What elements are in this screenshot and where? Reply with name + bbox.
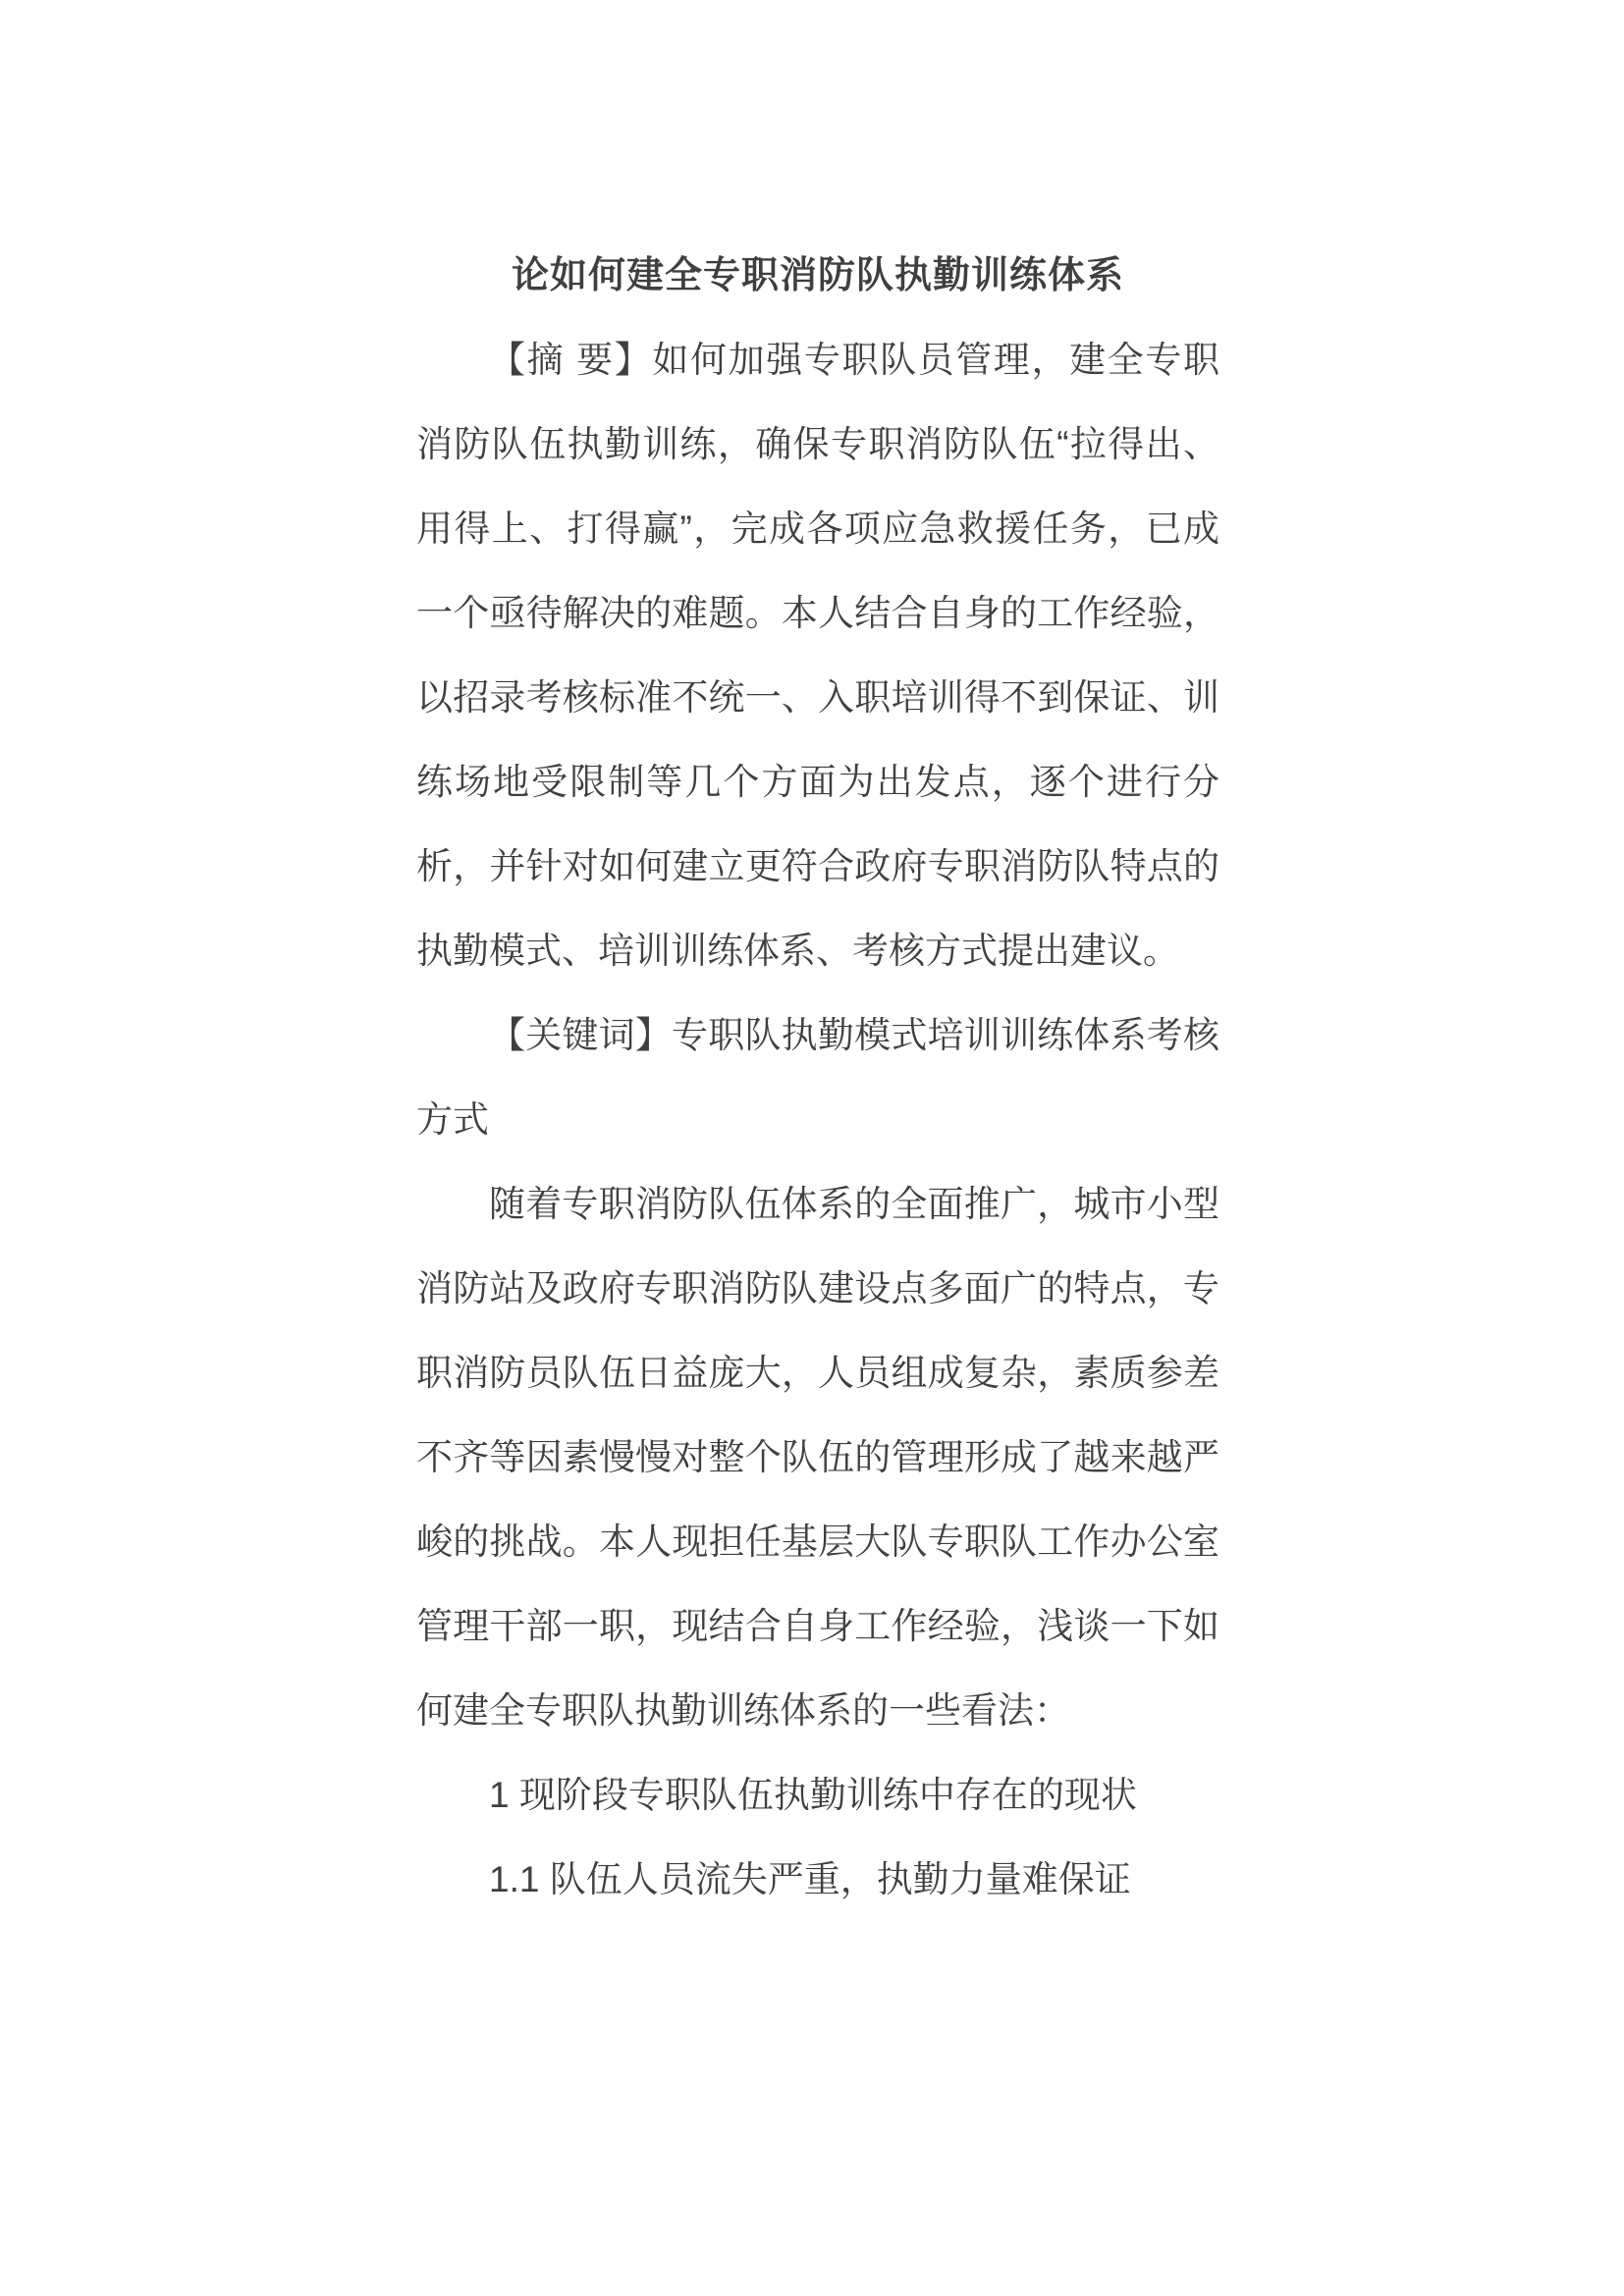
keywords-paragraph: 【关键词】专职队执勤模式培训训练体系考核方式 [416,1015,1219,1140]
body-paragraph: 随着专职消防队伍体系的全面推广，城市小型消防站及政府专职消防队建设点多面广的特点，专职消防员队伍日益庞大，人员组成复杂，素质参差不齐等因素慢慢对整个队伍的管理形成了越来越严峻的挑战。本人现担任基层大队专职队工作办公室管理干部一职，现结合自身工作经验，浅谈一下如何建全专职队执勤训练体系的一些看法： [416,1184,1219,1731]
section-heading-1: 1 现阶段专职队伍执勤训练中存在的现状 [489,1775,1137,1815]
abstract-paragraph: 【摘 要】如何加强专职队员管理，建全专职消防队伍执勤训练，确保专职消防队伍“拉得出、用得上、打得赢”，完成各项应急救援任务，已成一个亟待解决的难题。本人结合自身的工作经验，以招录考核标准不统一、入职培训得不到保证、训练场地受限制等几个方面为出发点，逐个进行分析，并针对如何建立更符合政府专职消防队特点的执勤模式、培训训练体系、考核方式提出建议。 [416,340,1219,971]
document-title: 论如何建全专职消防队执勤训练体系 [511,255,1124,296]
section-heading-1-1: 1.1 队伍人员流失严重，执勤力量难保证 [489,1859,1131,1899]
